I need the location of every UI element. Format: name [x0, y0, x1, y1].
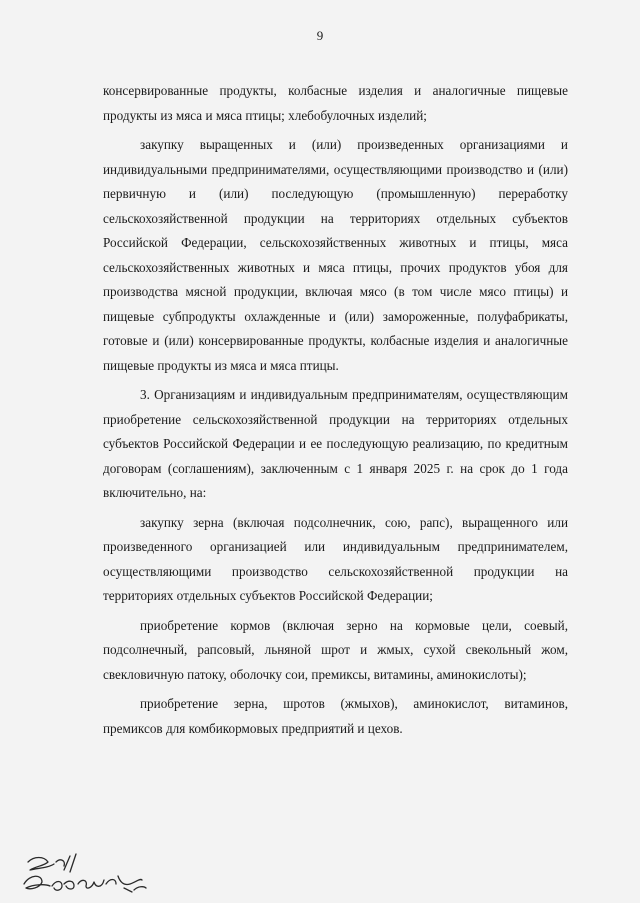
- paragraph-1: консервированные продукты, колбасные изделия и аналогичные пищевые продукты из мяса и мяса птицы; хлебобулочных изделий;: [103, 83, 568, 123]
- handwritten-signature: [20, 850, 150, 898]
- body-text: [103, 79, 568, 746]
- paragraph-4: закупку зерна (включая подсолнечник, сою, рапс), выращенного или произведенного организацией или индивидуальным предпринимателем, осуществляющими производство сельскохозяйственной продукции на территориях отдельных субъектов Российской Федерации;: [103, 514, 568, 603]
- paragraph-3: 3. Организациям и индивидуальным предпринимателям, осуществляющим приобретение сельскохозяйственной продукции на территориях отдельных субъектов Российской Федерации и ее последующую реализацию, по кредитным договорам (соглашениям), заключенным с 1 января 2025 г. на срок до 1 года включительно, на:: [103, 387, 568, 500]
- paragraph-5: приобретение кормов (включая зерно на кормовые цели, соевый, подсолнечный, рапсовый, льняной шрот и жмых, сухой свекольный жом, свекловичную патоку, оболочку сои, премиксы, витамины, аминокислоты);: [103, 617, 568, 682]
- paragraph-2: закупку выращенных и (или) произведенных организациями и индивидуальными предпринимателями, осуществляющими производство и (или) первичную и (или) последующую (промышленную) переработку сельскохозяйственной продукции на территориях отдельных субъектов Российской Федерации, сельскохозяйственных животных и птицы, мяса сельскохозяйственных животных и мяса птицы, прочих продуктов убоя для производства мясной продукции, включая мясо (в том числе мясо птицы) и пищевые субпродукты охлажденные и (или) замороженные, полуфабрикаты, готовые и (или) консервированные продукты, колбасные изделия и аналогичные пищевые продукты из мяса и мяса птицы.: [103, 137, 568, 373]
- paragraph-6: приобретение зерна, шротов (жмыхов), аминокислот, витаминов, премиксов для комбикормовых предприятий и цехов.: [103, 696, 568, 736]
- page-number: 9: [316, 28, 324, 43]
